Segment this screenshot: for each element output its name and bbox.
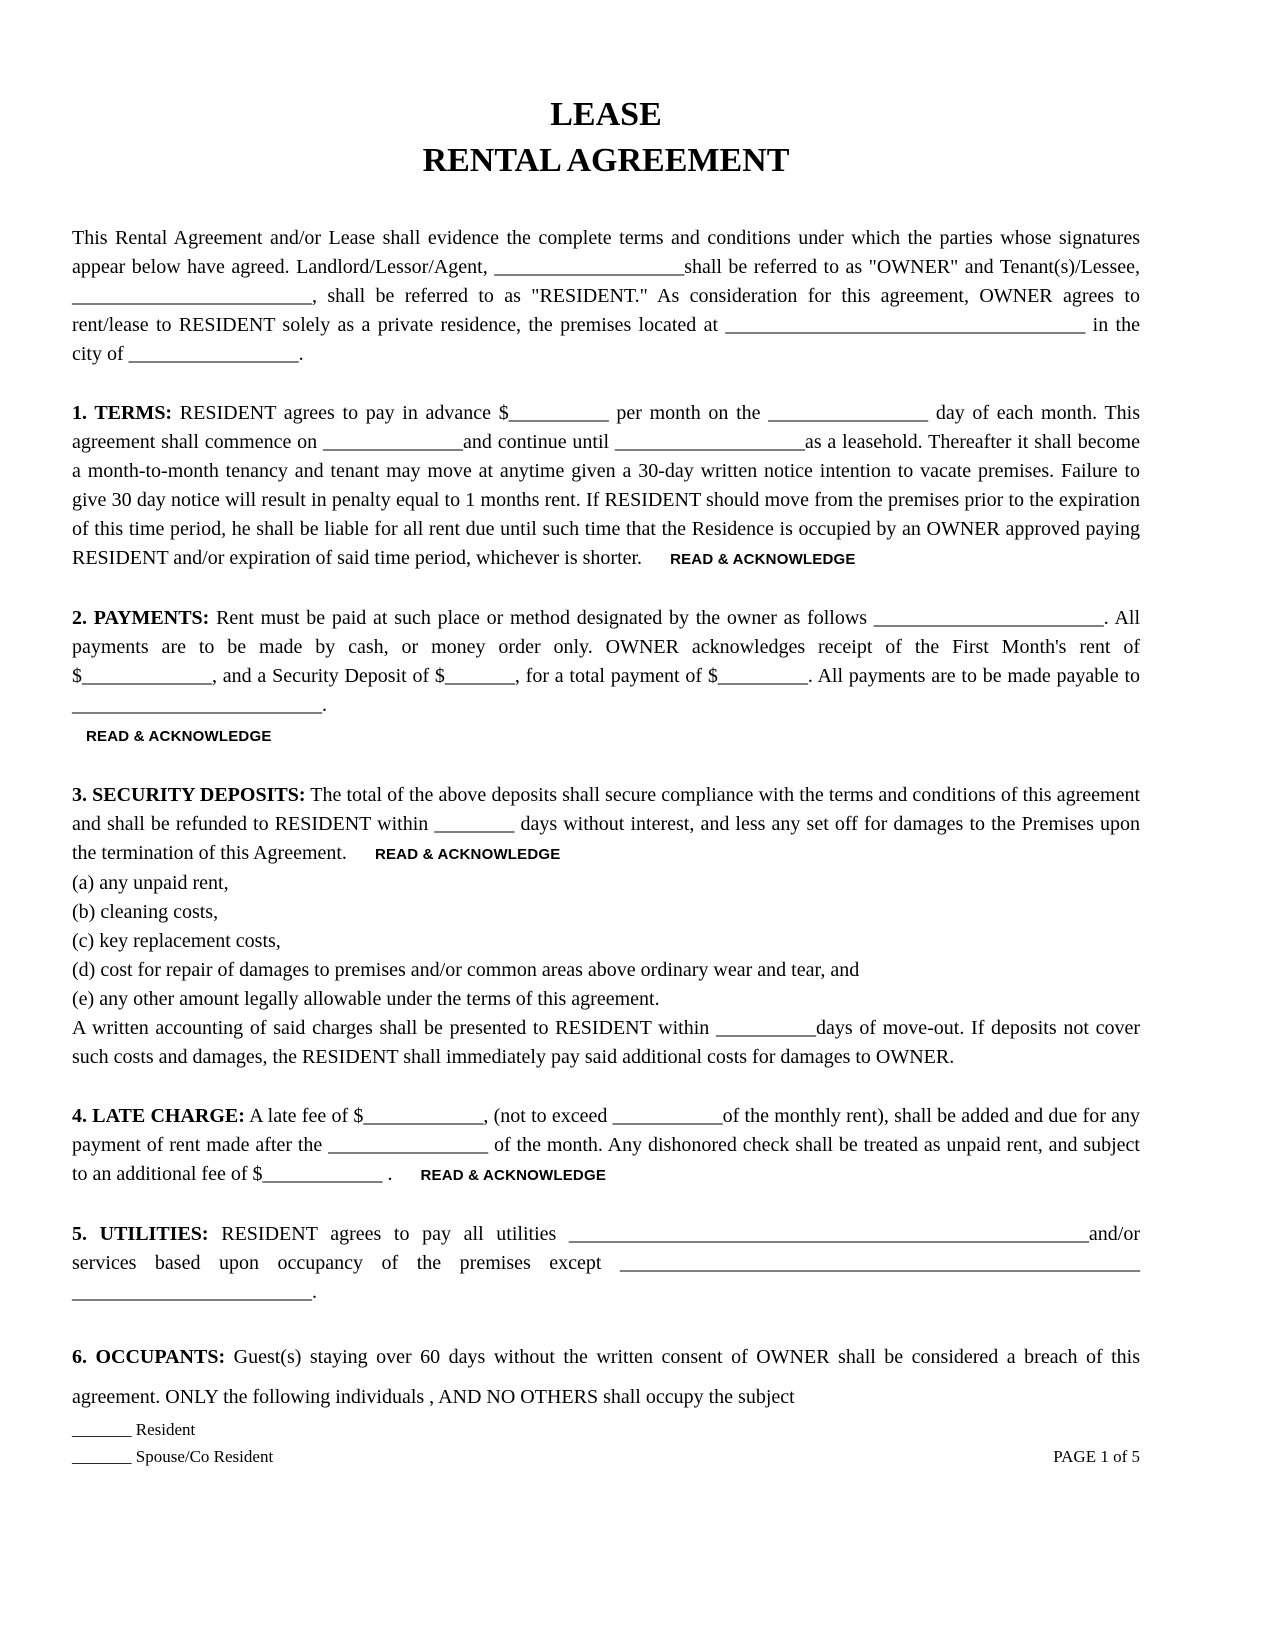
section-occupants-body: Guest(s) staying over 60 days without the written consent of OWNER shall be considered a breach of this agreement. ONLY the following individuals , AND NO OTHERS shall occupy the subject xyxy=(72,1346,1140,1408)
payments-paragraph xyxy=(72,604,1140,751)
security-closing-paragraph: A written accounting of said charges shall be presented to RESIDENT within __________days of move-out. If deposits not cover such costs and damages, the RESIDENT shall immediately pay said additional costs for damages to OWNER. xyxy=(72,1017,1140,1068)
section-payments xyxy=(72,604,1140,751)
footer-signature-lines xyxy=(72,1416,273,1470)
section-payments-heading: 2. PAYMENTS: xyxy=(72,607,210,629)
document-title xyxy=(72,92,1140,184)
title-line-1: LEASE xyxy=(550,96,662,133)
footer-page-number: PAGE 1 of 5 xyxy=(1053,1447,1140,1466)
security-deposit-item: (a) any unpaid rent, xyxy=(72,872,229,894)
section-payments-body: Rent must be paid at such place or method designated by the owner as follows _______________________. All payments are to be made by cash, or money order only. OWNER acknowledges receipt of the First Month's rent of $_____________, and a Security Deposit of $_______, for a total payment of $_________. All payments are to be made payable to _________________________. xyxy=(72,607,1141,716)
section-terms xyxy=(72,399,1140,574)
section-late-charge xyxy=(72,1102,1140,1190)
read-acknowledge-label: READ & ACKNOWLEDGE xyxy=(670,551,856,568)
intro-text: This Rental Agreement and/or Lease shall evidence the complete terms and conditions under which the parties whose signatures appear below have agreed. Landlord/Lessor/Agent, ___________________shall be referred to as "OWNER" and Tenant(s)/Lessee, ________________________, shall be referred to as "RESIDENT." As consideration for this agreement, OWNER agrees to rent/lease to RESIDENT solely as a private residence, the premises located at ____________________________________ in the city of _________________. xyxy=(72,227,1140,365)
read-acknowledge-label: READ & ACKNOWLEDGE xyxy=(374,846,561,863)
late-charge-paragraph xyxy=(72,1102,1140,1190)
intro-paragraph xyxy=(72,224,1140,369)
page-footer xyxy=(72,1416,1140,1470)
security-deposit-item: (c) key replacement costs, xyxy=(72,930,281,952)
title-line-2: RENTAL AGREEMENT xyxy=(422,142,790,179)
section-utilities-body: RESIDENT agrees to pay all utilities ____________________________________________________and/or services based upon occupancy of the premises except ____________________________________________________ ________________________. xyxy=(72,1223,1141,1303)
section-security-deposits xyxy=(72,781,1140,1072)
security-deposit-item: (d) cost for repair of damages to premises and/or common areas above ordinary wear and tear, and xyxy=(72,959,860,981)
section-security-heading: 3. SECURITY DEPOSITS: xyxy=(72,784,306,806)
section-occupants-heading: 6. OCCUPANTS: xyxy=(72,1346,226,1368)
utilities-paragraph xyxy=(72,1220,1140,1307)
section-late-charge-heading: 4. LATE CHARGE: xyxy=(72,1105,245,1127)
section-terms-body: RESIDENT agrees to pay in advance $__________ per month on the ________________ day of each month. This agreement shall commence on ______________and continue until ___________________as a leasehold. Thereafter it shall become a month-to-month tenancy and tenant may move at anytime given a 30-day written notice intention to vacate premises. Failure to give 30 day notice will result in penalty equal to 1 months rent. If RESIDENT should move from the premises prior to the expiration of this time period, he shall be liable for all rent due until such time that the Residence is occupied by an OWNER approved paying RESIDENT and/or expiration of said time period, whichever is shorter. xyxy=(72,402,1141,569)
section-late-charge-body: A late fee of $____________, (not to exceed ___________of the monthly rent), shall be added and due for any payment of rent made after the ________________ of the month. Any dishonored check shall be treated as unpaid rent, and subject to an additional fee of $____________ . xyxy=(72,1105,1141,1185)
security-deposit-item: (b) cleaning costs, xyxy=(72,901,219,923)
security-deposit-item: (e) any other amount legally allowable under the terms of this agreement. xyxy=(72,988,660,1010)
read-acknowledge-label: READ & ACKNOWLEDGE xyxy=(420,1167,607,1184)
section-utilities-heading: 5. UTILITIES: xyxy=(72,1223,209,1245)
section-utilities xyxy=(72,1220,1140,1307)
section-security-body: The total of the above deposits shall secure compliance with the terms and conditions of this agreement and shall be refunded to RESIDENT within ________ days without interest, and less any set off for damages to the Premises upon the termination of this Agreement. xyxy=(72,784,1141,864)
section-occupants xyxy=(72,1337,1140,1417)
occupants-paragraph xyxy=(72,1337,1140,1417)
section-terms-heading: 1. TERMS: xyxy=(72,402,173,424)
footer-spouse-line: _______ Spouse/Co Resident xyxy=(72,1447,274,1466)
footer-resident-line: _______ Resident xyxy=(72,1420,196,1439)
read-acknowledge-label: READ & ACKNOWLEDGE xyxy=(86,728,272,745)
intro-section xyxy=(72,224,1140,369)
terms-paragraph xyxy=(72,399,1140,574)
security-paragraph xyxy=(72,781,1140,869)
